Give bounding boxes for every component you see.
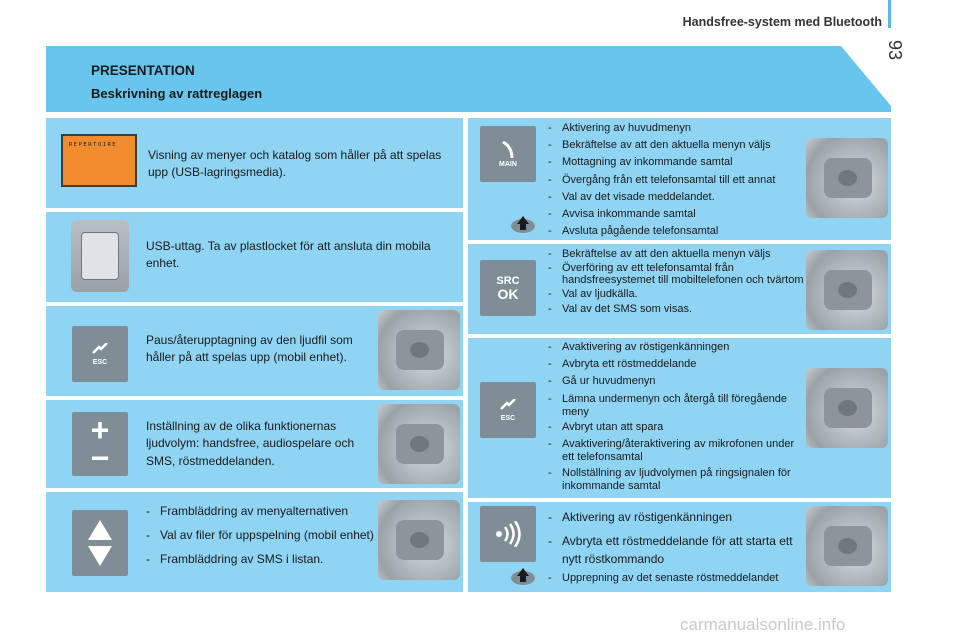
list-item: - Avbryta ett röstmeddelande för att starta ett nytt röstkommando <box>548 532 798 568</box>
steering-wheel-thumb <box>378 500 460 580</box>
main-key <box>480 126 536 182</box>
list-item: - Val av det visade meddelandet. <box>548 191 804 204</box>
steering-wheel-thumb <box>806 506 888 586</box>
list-item: - Överföring av ett telefonsamtal från handsfreesystemet till mobiltelefonen och tvärtom <box>548 263 804 286</box>
list-item: - Bekräftelse av att den aktuella menyn väljs <box>548 248 804 261</box>
list-item: - Mottagning av inkommande samtal <box>548 156 804 169</box>
esc-key-left <box>72 326 128 382</box>
minus-icon: − <box>90 440 110 476</box>
esc-list <box>548 341 804 497</box>
list-item: - Nollställning av ljudvolymen på ringsignalen för inkommande samtal <box>548 467 804 493</box>
main-list <box>548 122 804 208</box>
header-title: Handsfree-system med Bluetooth <box>682 15 882 29</box>
arrow-up-icon <box>88 520 112 540</box>
list-item: - Avaktivering av röstigenkänningen <box>548 341 804 354</box>
list-item: - Frambläddring av menyalternativen <box>146 502 376 520</box>
arrows-key <box>72 510 128 576</box>
voice-long-list <box>548 572 804 589</box>
plus-icon: + <box>90 412 110 448</box>
src-label: SRC <box>496 275 520 287</box>
phone-pickup-icon <box>500 141 516 159</box>
phone-hangup-icon <box>499 399 517 413</box>
list-item: - Avaktivering/återaktivering av mikrofonen under ett telefonsamtal <box>548 438 804 464</box>
steering-wheel-thumb <box>806 138 888 218</box>
long-press-icon <box>510 566 536 586</box>
srcok-key <box>480 260 536 316</box>
esc-key-right <box>480 382 536 438</box>
list-item: - Avvisa inkommande samtal <box>548 208 804 221</box>
display-text: Visning av menyer och katalog som håller på att spelas upp (USB-lagringsmedia). <box>148 148 442 180</box>
list-item: - Frambläddring av SMS i listan. <box>146 550 376 568</box>
display-label: REPERTOIRE <box>69 142 118 148</box>
arrow-down-icon <box>88 546 112 566</box>
esc-text-left: Paus/återupptagning av den ljudfil som håller på att spelas upp (mobil enhet). <box>146 333 353 365</box>
page-number: 93 <box>885 40 905 61</box>
voice-list <box>548 508 798 574</box>
arrows-list <box>146 502 376 574</box>
volume-key <box>72 412 128 476</box>
list-item: - Lämna undermenyn och återgå till föregående meny <box>548 393 804 419</box>
usb-port-icon <box>71 220 129 292</box>
list-item: - Avbryt utan att spara <box>548 421 804 434</box>
steering-wheel-thumb <box>378 404 460 484</box>
esc-key-label: ESC <box>500 414 516 422</box>
esc-key-label: ESC <box>92 358 108 366</box>
header-rule <box>888 0 891 28</box>
steering-wheel-thumb <box>378 310 460 390</box>
list-item: - Gå ur huvudmenyn <box>548 375 804 388</box>
volume-text: Inställning av de olika funktionernas ljudvolym: handsfree, audiospelare och SMS, röstmeddelanden. <box>146 419 355 468</box>
list-item: - Avbryta ett röstmeddelande <box>548 358 804 371</box>
display-screen <box>61 134 137 187</box>
list-item: - Övergång från ett telefonsamtal till ett annat <box>548 174 804 187</box>
steering-wheel-thumb <box>806 368 888 448</box>
list-item: - Aktivering av röstigenkänningen <box>548 508 798 526</box>
banner <box>46 46 891 112</box>
list-item: - Val av det SMS som visas. <box>548 303 804 316</box>
voice-key <box>480 506 536 562</box>
list-item: - Upprepning av det senaste röstmeddelandet <box>548 572 804 585</box>
list-item: - Avsluta pågående telefonsamtal <box>548 225 804 238</box>
main-key-label: MAIN <box>499 160 517 168</box>
banner-title: PRESENTATION <box>91 63 195 78</box>
phone-hangup-icon <box>91 343 109 357</box>
usb-text: USB-uttag. Ta av plastlocket för att ansluta din mobila enhet. <box>146 239 431 271</box>
main-long-list <box>548 208 804 242</box>
ok-label: OK <box>497 286 519 302</box>
banner-subtitle: Beskrivning av rattreglagen <box>91 86 263 101</box>
list-item: - Val av ljudkälla. <box>548 288 804 301</box>
list-item: - Val av filer för uppspelning (mobil enhet) <box>146 526 376 544</box>
voice-command-icon <box>493 521 523 547</box>
long-press-icon <box>510 214 536 234</box>
srcok-list <box>548 248 804 319</box>
list-item: - Aktivering av huvudmenyn <box>548 122 804 135</box>
list-item: - Bekräftelse av att den aktuella menyn väljs <box>548 139 804 152</box>
steering-wheel-thumb <box>806 250 888 330</box>
watermark: carmanualsonline.info <box>680 615 846 634</box>
